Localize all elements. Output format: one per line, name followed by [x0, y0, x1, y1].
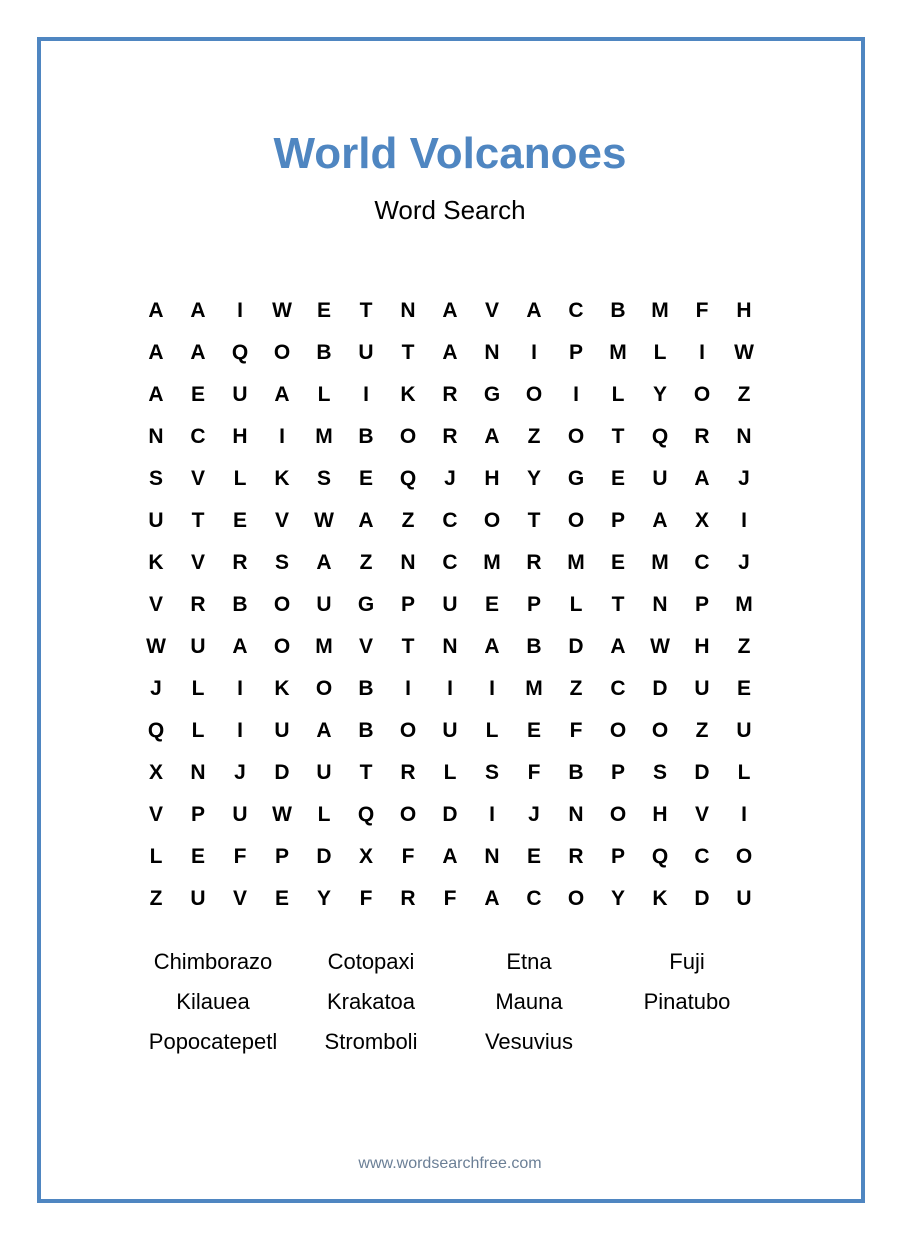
- grid-cell[interactable]: N: [652, 593, 668, 616]
- grid-cell[interactable]: A: [316, 719, 332, 742]
- grid-cell[interactable]: T: [401, 635, 415, 658]
- grid-cell[interactable]: F: [695, 299, 709, 322]
- grid-cell[interactable]: T: [191, 509, 205, 532]
- grid-cell[interactable]: M: [315, 635, 333, 658]
- grid-cell[interactable]: N: [148, 425, 164, 448]
- grid-cell[interactable]: Z: [569, 677, 583, 700]
- grid-cell[interactable]: Z: [359, 551, 373, 574]
- grid-cell[interactable]: V: [274, 509, 289, 532]
- grid-cell[interactable]: B: [232, 593, 248, 616]
- grid-cell[interactable]: S: [652, 761, 667, 784]
- grid-cell[interactable]: N: [400, 299, 416, 322]
- page-subtitle: Word Search: [374, 195, 526, 225]
- grid-cell[interactable]: L: [191, 719, 205, 742]
- grid-cell[interactable]: N: [484, 341, 500, 364]
- grid-cell[interactable]: C: [694, 845, 710, 868]
- grid-cell[interactable]: V: [484, 299, 499, 322]
- grid-cell[interactable]: A: [148, 299, 164, 322]
- grid-row: [135, 794, 765, 836]
- word-list-item: Popocatepetl: [148, 1029, 278, 1054]
- grid-cell[interactable]: M: [609, 341, 627, 364]
- grid-cell[interactable]: I: [405, 677, 411, 700]
- grid-cell[interactable]: M: [651, 551, 669, 574]
- grid-cell[interactable]: M: [567, 551, 585, 574]
- grid-cell[interactable]: A: [358, 509, 374, 532]
- word-list-item: Kilauea: [176, 989, 250, 1014]
- grid-cell[interactable]: C: [568, 299, 584, 322]
- grid-cell[interactable]: B: [316, 341, 332, 364]
- grid-cell[interactable]: I: [237, 677, 243, 700]
- grid-cell[interactable]: I: [237, 719, 243, 742]
- grid-cell[interactable]: T: [401, 341, 415, 364]
- grid-cell[interactable]: O: [315, 677, 333, 700]
- grid-cell[interactable]: W: [146, 635, 166, 658]
- grid-cell[interactable]: T: [359, 761, 373, 784]
- grid-row: [135, 500, 765, 542]
- word-list-item: Mauna: [495, 989, 563, 1014]
- grid-cell[interactable]: V: [190, 467, 205, 490]
- grid-cell[interactable]: U: [694, 677, 710, 700]
- grid-cell[interactable]: S: [316, 467, 331, 490]
- grid-cell[interactable]: L: [191, 677, 205, 700]
- grid-cell[interactable]: U: [442, 593, 458, 616]
- grid-cell[interactable]: W: [314, 509, 334, 532]
- grid-cell[interactable]: J: [444, 467, 456, 490]
- grid-cell[interactable]: A: [526, 299, 542, 322]
- grid-row: [135, 626, 765, 668]
- grid-cell[interactable]: R: [442, 383, 458, 406]
- grid-cell[interactable]: L: [317, 383, 331, 406]
- grid-cell[interactable]: R: [400, 761, 416, 784]
- grid-cell[interactable]: Z: [149, 887, 163, 910]
- grid-cell[interactable]: Y: [526, 467, 541, 490]
- grid-cell[interactable]: U: [232, 383, 248, 406]
- grid-cell[interactable]: K: [274, 467, 290, 490]
- grid-cell[interactable]: M: [735, 593, 753, 616]
- grid-cell[interactable]: T: [611, 425, 625, 448]
- grid-row: [135, 416, 765, 458]
- footer-url[interactable]: www.wordsearchfree.com: [358, 1155, 542, 1172]
- grid-cell[interactable]: N: [190, 761, 206, 784]
- grid-cell[interactable]: I: [741, 509, 747, 532]
- grid-cell[interactable]: L: [569, 593, 583, 616]
- grid-cell[interactable]: A: [484, 425, 500, 448]
- grid-cell[interactable]: A: [190, 299, 206, 322]
- grid-cell[interactable]: H: [232, 425, 248, 448]
- grid-cell[interactable]: P: [694, 593, 709, 616]
- grid-cell[interactable]: F: [443, 887, 457, 910]
- grid-cell[interactable]: E: [316, 299, 331, 322]
- grid-cell[interactable]: R: [694, 425, 710, 448]
- word-list-item: Vesuvius: [484, 1029, 574, 1054]
- grid-cell[interactable]: C: [694, 551, 710, 574]
- grid-cell[interactable]: U: [652, 467, 668, 490]
- grid-cell[interactable]: U: [274, 719, 290, 742]
- grid-cell[interactable]: S: [484, 761, 499, 784]
- grid-cell[interactable]: P: [274, 845, 289, 868]
- grid-cell[interactable]: R: [400, 887, 416, 910]
- grid-cell[interactable]: O: [693, 383, 711, 406]
- word-list-item: Krakatoa: [326, 989, 416, 1014]
- grid-cell[interactable]: X: [148, 761, 163, 784]
- grid-cell[interactable]: Y: [316, 887, 331, 910]
- grid-cell[interactable]: U: [190, 887, 206, 910]
- grid-cell[interactable]: F: [359, 887, 373, 910]
- grid-cell[interactable]: U: [148, 509, 164, 532]
- page-title: World Volcanoes: [273, 129, 627, 178]
- grid-cell[interactable]: G: [567, 467, 585, 490]
- grid-cell[interactable]: F: [569, 719, 583, 742]
- grid-cell[interactable]: O: [273, 593, 291, 616]
- grid-cell[interactable]: R: [190, 593, 206, 616]
- grid-cell[interactable]: H: [484, 467, 500, 490]
- grid-cell[interactable]: U: [232, 803, 248, 826]
- grid-row: [135, 374, 765, 416]
- grid-cell[interactable]: P: [568, 341, 583, 364]
- grid-cell[interactable]: M: [651, 299, 669, 322]
- word-list-item: Fuji: [669, 949, 705, 974]
- grid-cell[interactable]: K: [274, 677, 290, 700]
- grid-row: [135, 290, 765, 332]
- grid-cell[interactable]: A: [274, 383, 290, 406]
- grid-cell[interactable]: D: [274, 761, 290, 784]
- grid-cell[interactable]: I: [573, 383, 579, 406]
- grid-cell[interactable]: J: [234, 761, 246, 784]
- grid-cell[interactable]: K: [652, 887, 668, 910]
- grid-cell[interactable]: D: [568, 635, 584, 658]
- grid-cell[interactable]: L: [737, 761, 751, 784]
- grid-cell[interactable]: L: [317, 803, 331, 826]
- grid-cell[interactable]: O: [399, 803, 417, 826]
- grid-cell[interactable]: U: [190, 635, 206, 658]
- grid-cell[interactable]: E: [484, 593, 499, 616]
- grid-cell[interactable]: S: [148, 467, 163, 490]
- grid-cell[interactable]: I: [447, 677, 453, 700]
- grid-row: [135, 668, 765, 710]
- grid-cell[interactable]: R: [568, 845, 584, 868]
- grid-cell[interactable]: I: [363, 383, 369, 406]
- grid-cell[interactable]: O: [483, 509, 501, 532]
- grid-cell[interactable]: D: [694, 761, 710, 784]
- grid-cell[interactable]: W: [734, 341, 754, 364]
- word-list-item: Chimborazo: [153, 949, 273, 974]
- grid-cell[interactable]: I: [237, 299, 243, 322]
- grid-cell[interactable]: D: [316, 845, 332, 868]
- grid-cell[interactable]: C: [526, 887, 542, 910]
- grid-cell[interactable]: P: [526, 593, 541, 616]
- word-list-item: Pinatubo: [643, 989, 731, 1014]
- grid-cell[interactable]: A: [694, 467, 710, 490]
- grid-cell[interactable]: O: [567, 887, 585, 910]
- grid-cell[interactable]: U: [358, 341, 374, 364]
- grid-cell[interactable]: M: [483, 551, 501, 574]
- grid-cell[interactable]: E: [190, 383, 205, 406]
- grid-cell[interactable]: P: [400, 593, 415, 616]
- grid-cell[interactable]: E: [274, 887, 289, 910]
- grid-cell[interactable]: L: [611, 383, 625, 406]
- grid-cell[interactable]: M: [525, 677, 543, 700]
- grid-cell[interactable]: O: [273, 635, 291, 658]
- grid-cell[interactable]: V: [232, 887, 247, 910]
- grid-cell[interactable]: O: [567, 425, 585, 448]
- grid-cell[interactable]: A: [652, 509, 668, 532]
- grid-cell[interactable]: A: [442, 299, 458, 322]
- grid-cell[interactable]: Q: [147, 719, 165, 742]
- grid-row: [135, 752, 765, 794]
- grid-cell[interactable]: C: [610, 677, 626, 700]
- grid-cell[interactable]: R: [442, 425, 458, 448]
- grid-row: [135, 710, 765, 752]
- grid-cell[interactable]: O: [273, 341, 291, 364]
- grid-cell[interactable]: A: [148, 383, 164, 406]
- grid-cell[interactable]: I: [741, 803, 747, 826]
- grid-cell[interactable]: O: [399, 425, 417, 448]
- grid-cell[interactable]: V: [190, 551, 205, 574]
- grid-cell[interactable]: F: [527, 761, 541, 784]
- letter-grid: [135, 290, 765, 920]
- grid-cell[interactable]: F: [233, 845, 247, 868]
- grid-cell[interactable]: N: [484, 845, 500, 868]
- grid-cell[interactable]: S: [274, 551, 289, 574]
- grid-cell[interactable]: V: [358, 635, 373, 658]
- grid-cell[interactable]: V: [148, 593, 163, 616]
- grid-cell[interactable]: W: [650, 635, 670, 658]
- grid-cell[interactable]: Y: [652, 383, 667, 406]
- grid-cell[interactable]: C: [190, 425, 206, 448]
- grid-cell[interactable]: E: [610, 467, 625, 490]
- grid-cell[interactable]: W: [272, 803, 292, 826]
- grid-row: [135, 878, 765, 920]
- grid-cell[interactable]: G: [357, 593, 375, 616]
- word-list-item: Etna: [506, 949, 552, 974]
- grid-cell[interactable]: I: [531, 341, 537, 364]
- grid-cell[interactable]: O: [735, 845, 753, 868]
- grid-cell[interactable]: D: [442, 803, 458, 826]
- grid-cell[interactable]: U: [316, 593, 332, 616]
- grid-cell[interactable]: M: [315, 425, 333, 448]
- grid-cell[interactable]: Y: [610, 887, 625, 910]
- grid-cell[interactable]: J: [150, 677, 162, 700]
- grid-cell[interactable]: C: [442, 551, 458, 574]
- grid-cell[interactable]: Z: [737, 635, 751, 658]
- grid-cell[interactable]: B: [358, 425, 374, 448]
- grid-cell[interactable]: L: [485, 719, 499, 742]
- grid-cell[interactable]: U: [442, 719, 458, 742]
- word-list-item: Cotopaxi: [327, 949, 415, 974]
- grid-cell[interactable]: H: [694, 635, 710, 658]
- grid-cell[interactable]: Z: [527, 425, 541, 448]
- grid-cell[interactable]: O: [651, 719, 669, 742]
- grid-cell[interactable]: O: [399, 719, 417, 742]
- grid-cell[interactable]: R: [232, 551, 248, 574]
- grid-cell[interactable]: Q: [399, 467, 417, 490]
- grid-cell[interactable]: Q: [651, 425, 669, 448]
- grid-cell[interactable]: D: [694, 887, 710, 910]
- grid-cell[interactable]: A: [442, 341, 458, 364]
- grid-cell[interactable]: O: [567, 509, 585, 532]
- grid-cell[interactable]: A: [232, 635, 248, 658]
- grid-row: [135, 836, 765, 878]
- grid-cell[interactable]: J: [738, 551, 750, 574]
- grid-cell[interactable]: B: [568, 761, 584, 784]
- grid-cell[interactable]: O: [609, 803, 627, 826]
- grid-cell[interactable]: N: [568, 803, 584, 826]
- grid-cell[interactable]: B: [358, 677, 374, 700]
- grid-cell[interactable]: A: [190, 341, 206, 364]
- grid-cell[interactable]: K: [400, 383, 416, 406]
- grid-cell[interactable]: B: [610, 299, 626, 322]
- grid-cell[interactable]: E: [190, 845, 205, 868]
- grid-cell[interactable]: Z: [695, 719, 709, 742]
- grid-cell[interactable]: L: [653, 341, 667, 364]
- grid-cell[interactable]: P: [610, 761, 625, 784]
- grid-row: [135, 458, 765, 500]
- grid-cell[interactable]: L: [443, 761, 457, 784]
- grid-cell[interactable]: Q: [357, 803, 375, 826]
- grid-cell[interactable]: L: [149, 845, 163, 868]
- grid-cell[interactable]: T: [611, 593, 625, 616]
- grid-cell[interactable]: A: [484, 887, 500, 910]
- grid-cell[interactable]: I: [699, 341, 705, 364]
- grid-cell[interactable]: N: [400, 551, 416, 574]
- grid-cell[interactable]: I: [279, 425, 285, 448]
- grid-cell[interactable]: V: [694, 803, 709, 826]
- grid-cell[interactable]: X: [694, 509, 709, 532]
- word-list-item: Stromboli: [324, 1029, 418, 1054]
- grid-cell[interactable]: F: [401, 845, 415, 868]
- grid-cell[interactable]: W: [272, 299, 292, 322]
- grid-cell[interactable]: O: [609, 719, 627, 742]
- grid-cell[interactable]: T: [359, 299, 373, 322]
- grid-cell[interactable]: H: [652, 803, 668, 826]
- grid-cell[interactable]: A: [442, 845, 458, 868]
- grid-row: [135, 542, 765, 584]
- grid-cell[interactable]: A: [148, 341, 164, 364]
- grid-cell[interactable]: P: [190, 803, 205, 826]
- grid-cell[interactable]: Q: [651, 845, 669, 868]
- grid-cell[interactable]: P: [610, 509, 625, 532]
- grid-cell[interactable]: P: [610, 845, 625, 868]
- grid-row: [135, 584, 765, 626]
- grid-cell[interactable]: E: [736, 677, 751, 700]
- grid-cell[interactable]: A: [316, 551, 332, 574]
- grid-cell[interactable]: L: [233, 467, 247, 490]
- grid-cell[interactable]: V: [148, 803, 163, 826]
- grid-cell[interactable]: Z: [737, 383, 751, 406]
- grid-row: [135, 332, 765, 374]
- grid-cell[interactable]: E: [610, 551, 625, 574]
- grid-cell[interactable]: H: [736, 299, 752, 322]
- grid-cell[interactable]: X: [358, 845, 373, 868]
- grid-cell[interactable]: G: [483, 383, 501, 406]
- grid-cell[interactable]: E: [526, 719, 541, 742]
- grid-cell[interactable]: A: [610, 635, 626, 658]
- grid-cell[interactable]: J: [528, 803, 540, 826]
- grid-cell[interactable]: C: [442, 509, 458, 532]
- grid-cell[interactable]: I: [489, 677, 495, 700]
- grid-cell[interactable]: U: [736, 719, 752, 742]
- grid-cell[interactable]: Z: [401, 509, 415, 532]
- grid-cell[interactable]: U: [736, 887, 752, 910]
- grid-cell[interactable]: E: [358, 467, 373, 490]
- grid-cell[interactable]: O: [525, 383, 543, 406]
- grid-cell[interactable]: U: [316, 761, 332, 784]
- grid-cell[interactable]: E: [232, 509, 247, 532]
- grid-cell[interactable]: R: [526, 551, 542, 574]
- grid-cell[interactable]: E: [526, 845, 541, 868]
- grid-cell[interactable]: N: [442, 635, 458, 658]
- grid-cell[interactable]: Q: [231, 341, 249, 364]
- grid-cell[interactable]: K: [148, 551, 164, 574]
- grid-cell[interactable]: N: [736, 425, 752, 448]
- grid-cell[interactable]: B: [526, 635, 542, 658]
- grid-cell[interactable]: B: [358, 719, 374, 742]
- grid-cell[interactable]: J: [738, 467, 750, 490]
- word-list: [134, 946, 766, 1066]
- grid-cell[interactable]: I: [489, 803, 495, 826]
- grid-cell[interactable]: A: [484, 635, 500, 658]
- grid-cell[interactable]: D: [652, 677, 668, 700]
- grid-cell[interactable]: T: [527, 509, 541, 532]
